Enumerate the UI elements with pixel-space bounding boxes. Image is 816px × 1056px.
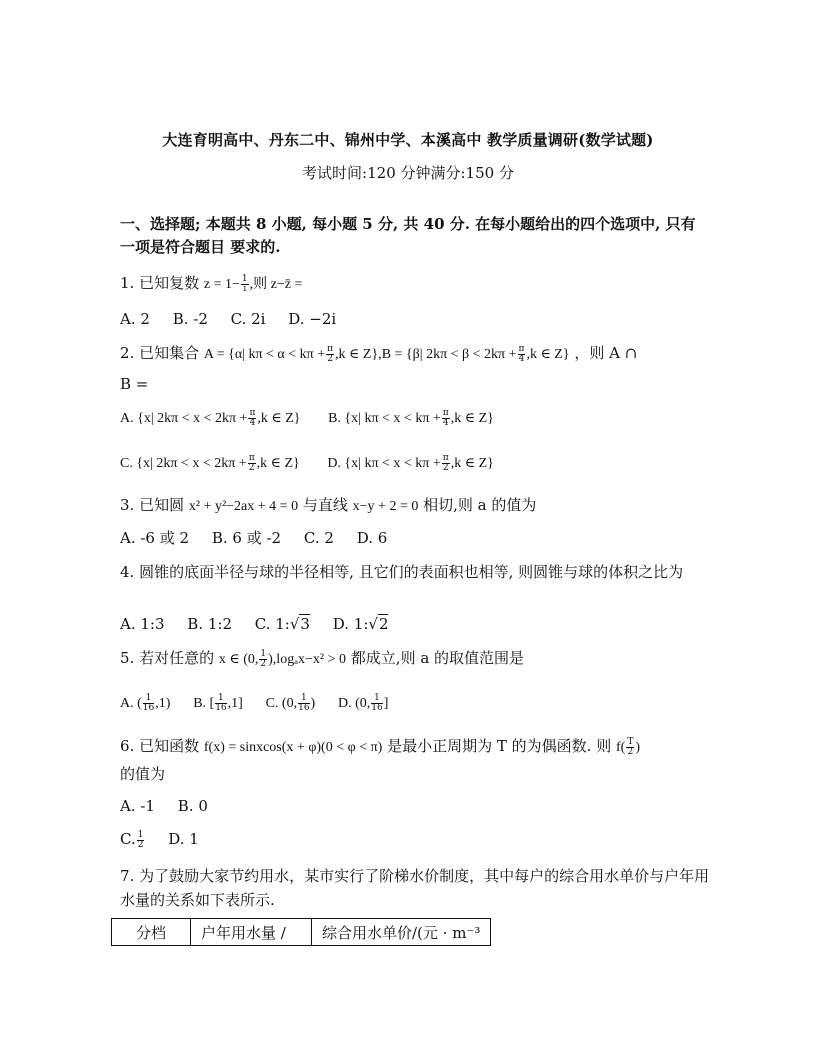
section-heading: 一、选择题; 本题共 8 小题, 每小题 5 分, 共 40 分. 在每小题给出的四个选项中, 只有一项是符合题目 要求的.	[120, 215, 696, 256]
question-2-options-ab	[120, 407, 494, 429]
table-header-cell: 分档	[112, 919, 191, 946]
option-c: C. 1:√3	[254, 615, 310, 633]
question-7-stem: 7. 为了鼓励大家节约用水，某市实行了阶梯水价制度，其中每户的综合用水单价与户年用水量的关系如下表所示.	[120, 867, 710, 909]
table-header-cell: 户年用水量 /	[191, 919, 312, 946]
fraction: $\frac{T}{2}$	[627, 736, 634, 757]
question-2-stem: 2. 已知集合 A = {α| kπ < α < kπ + $\frac{\pi}{2}$ ,k ∈ Z},B = {β| 2kπ < β < 2kπ + $\frac{\pi}{4}$ ,k ∈ Z} ，则 A ∩	[120, 343, 638, 364]
exam-title: 大连育明高中、丹东二中、锦州中学、本溪高中 教学质量调研(数学试题)	[162, 131, 654, 149]
option-a: A. -1	[120, 797, 155, 815]
option-b: B. -2	[172, 310, 208, 328]
option-d: D. {x| kπ < x < kπ + $\frac{\pi}{2}$ ,k ∈ Z}	[327, 452, 494, 473]
question-6-stem: 6. 已知函数 f(x) = sinxcos(x + φ)(0 < φ < π) 是最小正周期为 T 的为偶函数. 则 f( $\frac{T}{2}$ )	[120, 736, 640, 757]
question-1-options	[120, 309, 336, 329]
option-a: A. 1:3	[120, 615, 165, 633]
question-5-options	[120, 692, 388, 714]
exam-subtitle: 考试时间:120 分钟满分:150 分	[302, 164, 514, 182]
question-2-stem-line2: B =	[120, 375, 149, 393]
option-c: C. {x| 2kπ < x < 2kπ + $\frac{\pi}{2}$ ,k ∈ Z}	[120, 452, 300, 473]
option-b: B. {x| kπ < x < kπ + $\frac{\pi}{4}$ ,k ∈ Z}	[328, 407, 494, 428]
question-6-stem-line2: 的值为	[120, 765, 166, 783]
question-6-options-cd	[120, 829, 199, 850]
option-d: D. (0, $\frac{1}{16}$ ]	[338, 692, 389, 713]
option-c: C. (0, $\frac{1}{16}$ )	[265, 692, 316, 713]
option-a: A. -6 或 2	[120, 529, 190, 547]
question-3-options	[120, 528, 387, 548]
option-d: D. 1	[168, 830, 199, 848]
option-b: B. [ $\frac{1}{16}$ ,1]	[193, 692, 243, 713]
table-header-row	[112, 919, 491, 946]
fraction: $\frac{1}{i}$	[241, 273, 248, 294]
question-4-stem: 4. 圆锥的底面半径与球的半径相等, 且它们的表面积也相等, 则圆锥与球的体积之比为	[120, 563, 684, 581]
option-a: A. ( $\frac{1}{16}$ ,1)	[120, 692, 171, 713]
fraction: $\frac{1}{2}$	[260, 648, 267, 669]
option-c: C. $\frac{1}{2}$	[120, 829, 144, 850]
table-header-cell: 综合用水单价/(元 · m⁻³	[312, 919, 491, 946]
question-1-stem: 1. 已知复数 z = 1− $\frac{1}{i}$ ,则 z−z̄ =	[120, 273, 303, 294]
option-a: A. {x| 2kπ < x < 2kπ + $\frac{\pi}{4}$ ,k ∈ Z}	[120, 407, 301, 428]
question-5-stem: 5. 若对任意的 x ∈ (0, $\frac{1}{2}$ ),logₐx−x² > 0 都成立,则 a 的取值范围是	[120, 648, 525, 669]
fraction: $\frac{\pi}{4}$	[518, 343, 525, 364]
option-d: D. −2i	[288, 310, 337, 328]
option-d: D. 1:√2	[332, 615, 389, 633]
option-b: B. 1:2	[187, 615, 232, 633]
option-a: A. 2	[120, 310, 150, 328]
question-3-stem: 3. 已知圆 x² + y²−2ax + 4 = 0 与直线 x−y + 2 = 0 相切,则 a 的值为	[120, 496, 537, 514]
option-c: C. 2	[303, 529, 334, 547]
option-b: B. 6 或 -2	[211, 529, 282, 547]
question-4-options	[120, 614, 388, 634]
water-price-table	[111, 918, 491, 946]
option-c: C. 2i	[230, 310, 266, 328]
option-b: B. 0	[177, 797, 208, 815]
question-6-options-ab	[120, 796, 208, 816]
question-2-options-cd	[120, 452, 494, 474]
option-d: D. 6	[356, 529, 388, 547]
fraction: $\frac{\pi}{2}$	[327, 343, 334, 364]
